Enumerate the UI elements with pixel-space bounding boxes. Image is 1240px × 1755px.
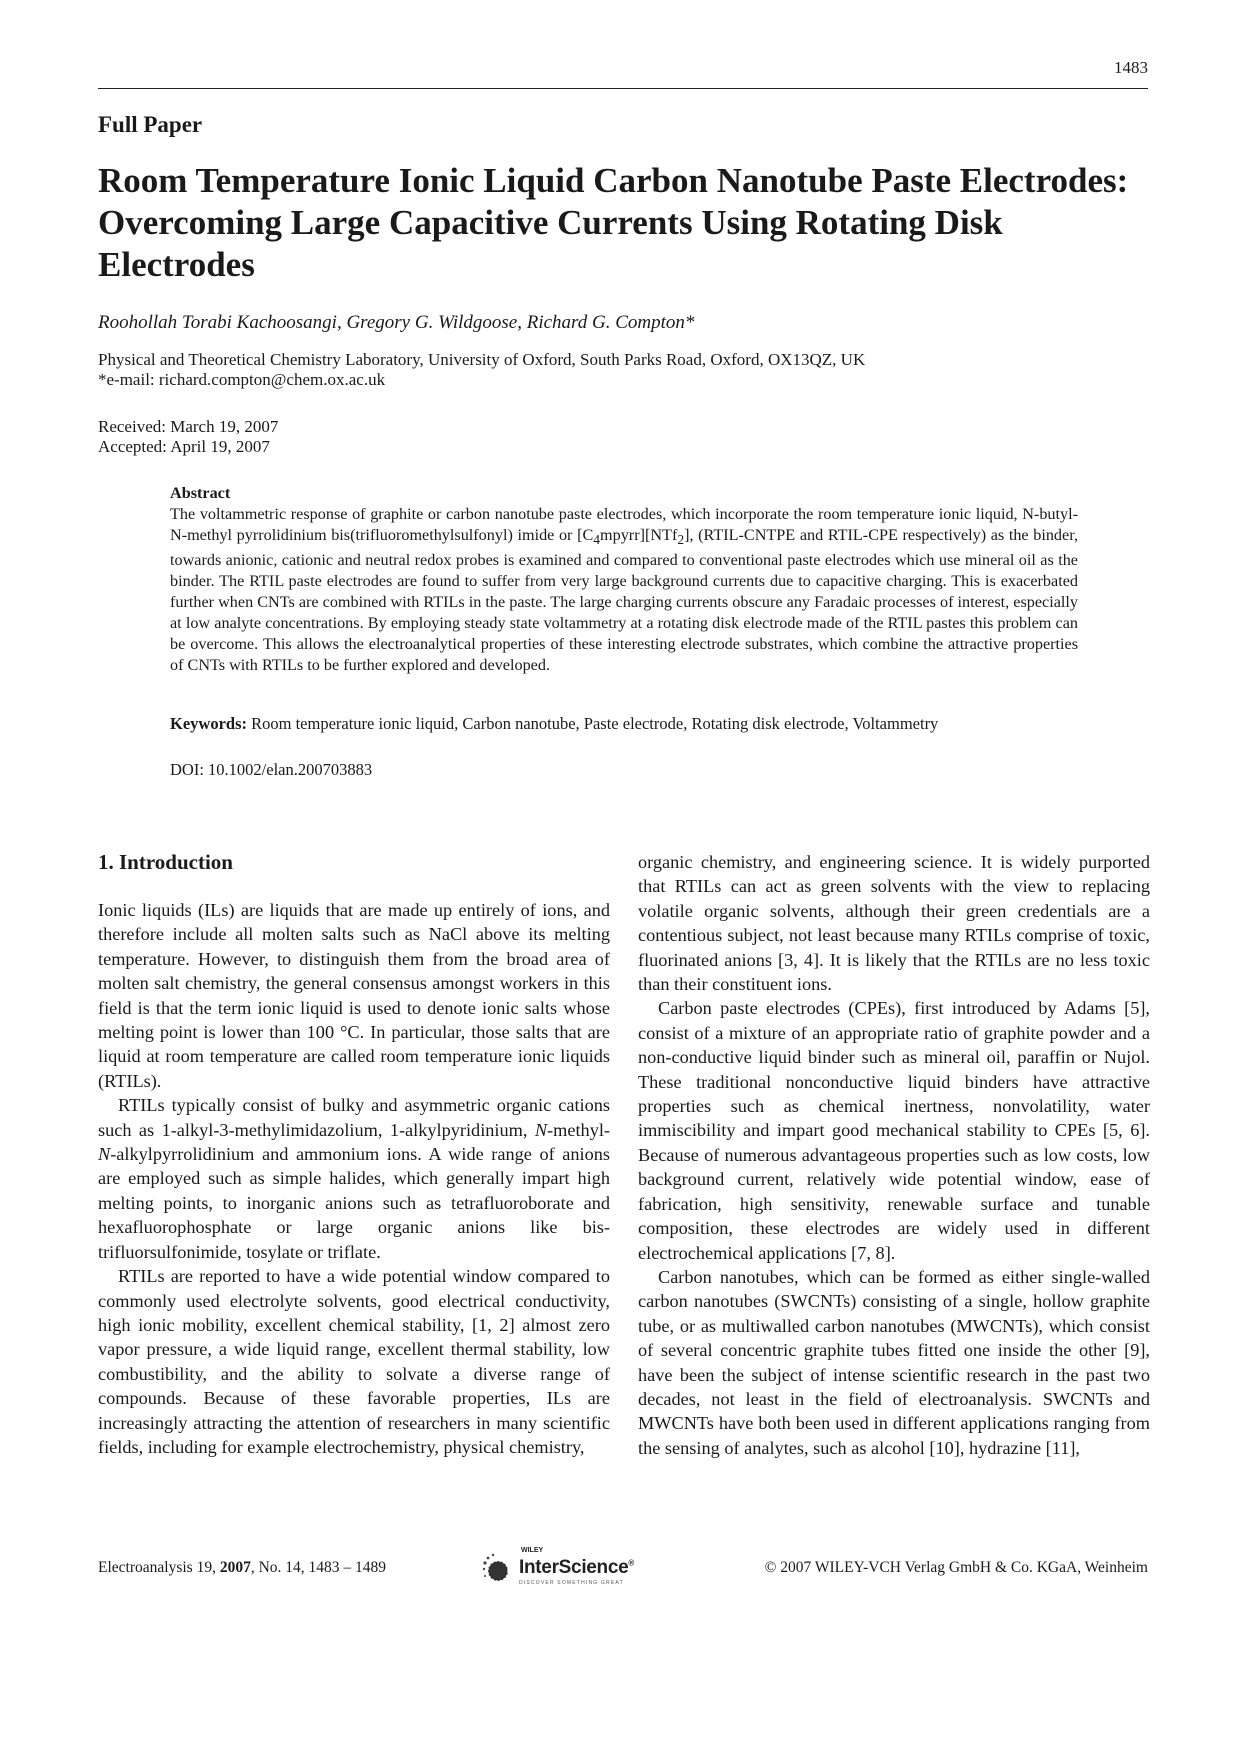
text-run: -methyl- <box>547 1119 610 1140</box>
journal-name: Electroanalysis 19, <box>98 1559 220 1576</box>
article-title: Room Temperature Ionic Liquid Carbon Nanotube Paste Electrodes: Overcoming Large Capacitive Currents Using Rotating Disk Electrodes <box>98 161 1129 284</box>
logo-tagline: DISCOVER SOMETHING GREAT <box>519 1580 624 1586</box>
header-rule <box>98 88 1148 89</box>
paragraph: organic chemistry, and engineering science. It is widely purported that RTILs can act as green solvents with the view to replacing volatile organic solvents, although their green credentials are a contentious subject, not least because many RTILs comprise of toxic, fluorinated anions [3, 4]. It is likely that the RTILs are no less toxic than their constituent ions. <box>638 852 1150 995</box>
journal-year: 2007 <box>219 1559 251 1576</box>
paragraph: Carbon paste electrodes (CPEs), first introduced by Adams [5], consist of a mixture of an appropriate ratio of graphite powder and a non-conductive liquid binder such as mineral oil, paraffin or Nujol. These traditional nonconductive liquid binders have attractive properties such as chemical inertness, nonvolatility, water immiscibility and impart good mechanical stability to CPEs [5, 6]. Because of numerous advantageous properties such as low costs, low background current, relatively wide potential window, ease of fabrication, high sensitivity, renewable surface and tunable composition, these electrodes are widely used in different electrochemical applications [7, 8]. <box>638 998 1150 1263</box>
registered-mark: ® <box>628 1558 635 1568</box>
text-run: -alkylpyrrolidinium and ammonium ions. A wide range of anions are employed such as simple halides, which generally impart high melting points, to inorganic anions such as tetrafluoroborate and hexafluorophosphate or large organic anions like bis-trifluorsulfonimide, tosylate or triflate. <box>98 1144 610 1262</box>
paragraph: RTILs are reported to have a wide potential window compared to commonly used electrolyte solvents, good electrical conductivity, high ionic mobility, excellent chemical stability, [1, 2] almost zero vapor pressure, a wide liquid range, excellent thermal stability, low combustibility, and the ability to solvate a diverse range of compounds. Because of these favorable properties, ILs are increasingly attracting the attention of researchers in many scientific fields, including for example electrochemistry, physical chemistry, <box>98 1266 610 1457</box>
affiliation-block <box>98 350 865 390</box>
abstract-text-2: ], (RTIL-CNTPE and RTIL-CPE respectively) as the binder, towards anionic, cationic and neutral redox probes is examined and compared to conventional paste electrodes which use mineral oil as the binder. The RTIL paste electrodes are found to suffer from very large background currents due to capacitive charging. This is exacerbated further when CNTs are combined with RTILs in the paste. The large charging currents obscure any Faradaic processes of interest, especially at low analyte concentrations. By employing steady state voltammetry at a rotating disk electrode made of the RTIL pastes this problem can be overcome. This allows the electroanalytical properties of these interesting electrode substrates, which combine the attractive properties of CNTs with RTILs to be further explored and developed. <box>170 526 1078 675</box>
logo-text <box>519 1557 634 1579</box>
text-run: RTILs typically consist of bulky and asymmetric organic cations such as 1-alkyl-3-methylimidazolium, 1-alkylpyridinium, <box>98 1095 610 1140</box>
body-column-left <box>98 898 610 1459</box>
globe-icon <box>481 1553 515 1587</box>
keywords <box>170 714 1090 734</box>
formula-subscript-4: 4 <box>593 532 601 548</box>
date-block <box>98 417 278 457</box>
formula-subscript-2: 2 <box>677 532 685 548</box>
journal-citation <box>98 1559 386 1577</box>
paragraph <box>98 1093 610 1264</box>
accepted-date: Accepted: April 19, 2007 <box>98 437 270 456</box>
section-label: Full Paper <box>98 112 203 137</box>
abstract-formula: mpyrr][NTf <box>600 526 678 544</box>
section-heading-introduction: 1. Introduction <box>98 850 233 874</box>
received-date: Received: March 19, 2007 <box>98 417 279 436</box>
doi: DOI: 10.1002/elan.200703883 <box>170 760 373 779</box>
affiliation: Physical and Theoretical Chemistry Laboratory, University of Oxford, South Parks Road, Oxford, OX13QZ, UK <box>98 350 866 369</box>
abstract <box>170 483 1078 676</box>
contact-email: *e-mail: richard.compton@chem.ox.ac.uk <box>98 370 386 389</box>
paragraph: Carbon nanotubes, which can be formed as either single-walled carbon nanotubes (SWCNTs) consisting of a single, hollow graphite tube, or as multiwalled carbon nanotubes (MWCNTs), which consist of several concentric graphite tubes fitted one inside the other [9], have been the subject of intense scientific research in the past two decades, not least in the field of electroanalysis. SWCNTs and MWCNTs have both been used in different applications ranging from the sensing of analytes, such as alcohol [10], hydrazine [11], <box>638 1266 1150 1458</box>
italic-n: N <box>534 1119 548 1140</box>
abstract-heading: Abstract <box>170 484 231 502</box>
page-number: 1483 <box>1114 58 1148 77</box>
logo-publisher: WILEY <box>521 1547 544 1554</box>
keywords-list: Room temperature ionic liquid, Carbon nanotube, Paste electrode, Rotating disk electrode, Voltammetry <box>251 714 939 733</box>
keywords-label: Keywords: <box>170 714 247 733</box>
author-list: Roohollah Torabi Kachoosangi, Gregory G. Wildgoose, Richard G. Compton* <box>98 312 695 333</box>
logo-wordmark: InterScience <box>519 1557 629 1578</box>
interscience-logo <box>481 1547 651 1587</box>
body-column-right <box>638 850 1150 1460</box>
journal-issue: , No. 14, 1483 – 1489 <box>250 1559 387 1576</box>
abstract-text-1: The voltammetric response of graphite or carbon nanotube paste electrodes, which incorporate the room temperature ionic liquid, N-butyl-N-methyl pyrrolidinium bis(trifluoromethylsulfonyl) imide or [C <box>170 505 1078 544</box>
italic-n: N <box>98 1144 111 1165</box>
paragraph: Ionic liquids (ILs) are liquids that are made up entirely of ions, and therefore include all molten salts such as NaCl above its melting temperature. However, to distinguish them from the broad area of molten salt chemistry, the general consensus amongst workers in this field is that the term ionic liquid is used to denote ionic salts whose melting point is lower than 100 °C. In particular, those salts that are liquid at room temperature are called room temperature ionic liquids (RTILs). <box>98 900 610 1091</box>
page-footer <box>98 1547 1148 1586</box>
copyright: © 2007 WILEY-VCH Verlag GmbH & Co. KGaA, Weinheim <box>764 1559 1148 1576</box>
